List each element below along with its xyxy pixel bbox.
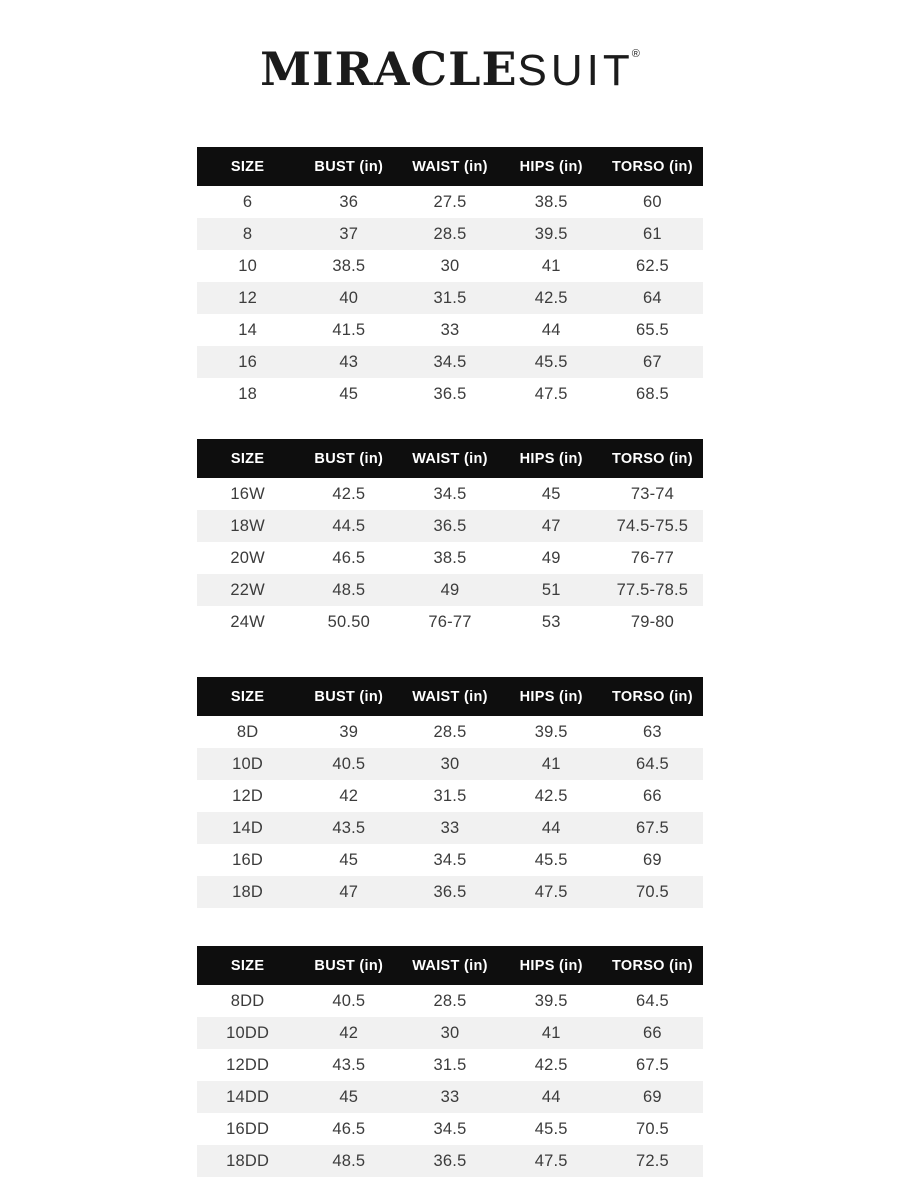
table-cell: 41	[541, 754, 561, 773]
column-header: WAIST (in)	[412, 957, 488, 974]
table-cell: 64.5	[635, 754, 669, 773]
table-cell: 12D	[232, 786, 264, 805]
table-row	[197, 716, 703, 748]
table-cell: 47.5	[534, 1151, 568, 1170]
table-row	[197, 346, 703, 378]
table-cell: 31.5	[433, 786, 467, 805]
table-cell: 16D	[232, 850, 264, 869]
table-row	[197, 478, 703, 510]
table-cell: 77.5-78.5	[616, 580, 689, 599]
table-row	[197, 186, 703, 218]
table-cell: 79-80	[630, 612, 675, 631]
table-cell: 41.5	[332, 320, 366, 339]
table-cell: 73-74	[630, 484, 675, 503]
column-header: TORSO (in)	[611, 957, 693, 974]
table-cell: 33	[440, 818, 460, 837]
column-header: TORSO (in)	[611, 688, 693, 705]
table-cell: 8DD	[230, 991, 265, 1010]
table-cell: 67.5	[635, 818, 669, 837]
table-cell: 48.5	[332, 580, 366, 599]
table-cell: 37	[339, 224, 359, 243]
table-cell: 10	[238, 256, 257, 275]
table-cell: 69	[643, 850, 662, 869]
table-cell: 76-77	[428, 612, 472, 631]
table-cell: 16DD	[226, 1119, 270, 1138]
column-header: BUST (in)	[314, 450, 384, 467]
table-cell: 39.5	[534, 722, 568, 741]
table-cell: 31.5	[433, 1055, 467, 1074]
table-cell: 45	[339, 850, 359, 869]
table-cell: 14	[238, 320, 257, 339]
table-cell: 47	[541, 516, 561, 535]
table-cell: 22W	[230, 580, 265, 599]
table-cell: 49	[541, 548, 561, 567]
table-cell: 16	[238, 352, 257, 371]
brand-logo	[0, 42, 900, 96]
size-table-womens	[197, 439, 703, 638]
table-cell: 31.5	[433, 288, 467, 307]
table-cell: 64	[643, 288, 662, 307]
table-cell: 44	[541, 818, 561, 837]
column-header: TORSO (in)	[611, 158, 693, 175]
table-cell: 42	[339, 786, 359, 805]
table-cell: 67.5	[635, 1055, 669, 1074]
table-cell: 14D	[232, 818, 264, 837]
table-cell: 27.5	[433, 192, 467, 211]
table-cell: 40.5	[332, 991, 366, 1010]
table-row	[197, 378, 703, 410]
table-row	[197, 1049, 703, 1081]
column-header: SIZE	[230, 688, 265, 705]
size-table-misses	[197, 147, 703, 410]
table-row	[197, 844, 703, 876]
table-cell: 42	[339, 1023, 359, 1042]
table-cell: 41	[541, 1023, 561, 1042]
column-header: WAIST (in)	[412, 450, 488, 467]
table-cell: 70.5	[635, 882, 669, 901]
table-cell: 76-77	[630, 548, 675, 567]
table-cell: 40.5	[332, 754, 366, 773]
table-row	[197, 1145, 703, 1177]
table-cell: 30	[440, 754, 460, 773]
table-cell: 42.5	[534, 786, 568, 805]
table-row	[197, 282, 703, 314]
table-cell: 46.5	[332, 548, 366, 567]
table-header-row	[197, 439, 703, 478]
column-header: SIZE	[230, 158, 265, 175]
table-cell: 42.5	[534, 288, 568, 307]
table-cell: 10D	[232, 754, 264, 773]
table-row	[197, 985, 703, 1017]
table-cell: 45	[339, 1087, 359, 1106]
column-header: TORSO (in)	[611, 450, 693, 467]
table-cell: 10DD	[226, 1023, 270, 1042]
table-cell: 62.5	[635, 256, 669, 275]
table-cell: 43	[339, 352, 359, 371]
table-cell: 36.5	[433, 882, 467, 901]
table-cell: 39.5	[534, 991, 568, 1010]
table-cell: 39	[339, 722, 359, 741]
table-cell: 44.5	[332, 516, 366, 535]
table-row	[197, 314, 703, 346]
table-cell: 39.5	[534, 224, 568, 243]
table-cell: 41	[541, 256, 561, 275]
column-header: SIZE	[230, 957, 265, 974]
table-cell: 48.5	[332, 1151, 366, 1170]
table-cell: 36	[339, 192, 359, 211]
table-cell: 66	[643, 1023, 662, 1042]
table-cell: 28.5	[433, 991, 467, 1010]
brand-logo-main: MIRACLE	[260, 42, 518, 96]
table-cell: 70.5	[635, 1119, 669, 1138]
column-header: HIPS (in)	[519, 957, 583, 974]
size-table-dd-cup	[197, 946, 703, 1177]
table-cell: 69	[643, 1087, 662, 1106]
table-cell: 18W	[230, 516, 265, 535]
table-row	[197, 812, 703, 844]
table-cell: 24W	[230, 612, 265, 631]
table-row	[197, 876, 703, 908]
column-header: BUST (in)	[314, 158, 384, 175]
table-cell: 38.5	[332, 256, 366, 275]
table-cell: 63	[643, 722, 662, 741]
table-cell: 65.5	[635, 320, 669, 339]
table-cell: 33	[440, 1087, 460, 1106]
table-cell: 43.5	[332, 818, 366, 837]
table-cell: 12	[238, 288, 257, 307]
table-cell: 34.5	[433, 1119, 467, 1138]
table-header-row	[197, 147, 703, 186]
table-cell: 18	[238, 384, 257, 403]
table-cell: 51	[541, 580, 561, 599]
table-row	[197, 606, 703, 638]
table-cell: 44	[541, 320, 561, 339]
table-cell: 45	[541, 484, 561, 503]
table-cell: 18D	[232, 882, 264, 901]
table-cell: 20W	[230, 548, 265, 567]
table-cell: 36.5	[433, 384, 467, 403]
table-cell: 74.5-75.5	[616, 516, 689, 535]
column-header: BUST (in)	[314, 957, 384, 974]
table-cell: 45.5	[534, 352, 568, 371]
table-cell: 18DD	[226, 1151, 270, 1170]
table-row	[197, 250, 703, 282]
table-cell: 8D	[236, 722, 259, 741]
table-cell: 33	[440, 320, 460, 339]
size-table-d-cup	[197, 677, 703, 908]
table-cell: 38.5	[534, 192, 568, 211]
table-row	[197, 1017, 703, 1049]
table-cell: 8	[242, 224, 253, 243]
table-cell: 72.5	[635, 1151, 669, 1170]
table-cell: 66	[643, 786, 662, 805]
column-header: SIZE	[230, 450, 265, 467]
column-header: HIPS (in)	[519, 450, 583, 467]
table-cell: 49	[440, 580, 460, 599]
column-header: WAIST (in)	[412, 688, 488, 705]
table-cell: 68.5	[635, 384, 669, 403]
table-cell: 42.5	[332, 484, 366, 503]
table-cell: 40	[339, 288, 359, 307]
table-cell: 53	[541, 612, 561, 631]
table-cell: 47.5	[534, 882, 568, 901]
table-row	[197, 1113, 703, 1145]
column-header: BUST (in)	[314, 688, 384, 705]
table-row	[197, 748, 703, 780]
table-cell: 34.5	[433, 850, 467, 869]
table-cell: 38.5	[433, 548, 467, 567]
table-cell: 45	[339, 384, 359, 403]
table-cell: 34.5	[433, 484, 467, 503]
table-cell: 16W	[230, 484, 265, 503]
table-cell: 67	[643, 352, 662, 371]
column-header: HIPS (in)	[519, 158, 583, 175]
column-header: HIPS (in)	[519, 688, 583, 705]
table-cell: 61	[643, 224, 662, 243]
table-cell: 44	[541, 1087, 561, 1106]
table-cell: 6	[242, 192, 253, 211]
table-cell: 47.5	[534, 384, 568, 403]
table-row	[197, 574, 703, 606]
table-cell: 45.5	[534, 850, 568, 869]
table-cell: 36.5	[433, 1151, 467, 1170]
column-header: WAIST (in)	[412, 158, 488, 175]
table-cell: 36.5	[433, 516, 467, 535]
table-cell: 60	[643, 192, 662, 211]
table-row	[197, 510, 703, 542]
table-cell: 30	[440, 1023, 460, 1042]
brand-logo-secondary: SUIT	[517, 46, 634, 95]
table-cell: 14DD	[226, 1087, 270, 1106]
table-header-row	[197, 677, 703, 716]
table-row	[197, 218, 703, 250]
table-cell: 50.50	[327, 612, 370, 631]
table-cell: 46.5	[332, 1119, 366, 1138]
table-cell: 45.5	[534, 1119, 568, 1138]
table-header-row	[197, 946, 703, 985]
table-row	[197, 1081, 703, 1113]
table-cell: 30	[440, 256, 460, 275]
table-row	[197, 542, 703, 574]
table-cell: 64.5	[635, 991, 669, 1010]
table-cell: 34.5	[433, 352, 467, 371]
table-cell: 28.5	[433, 722, 467, 741]
registered-trademark-symbol: ®	[631, 48, 640, 60]
table-cell: 12DD	[226, 1055, 270, 1074]
table-cell: 43.5	[332, 1055, 366, 1074]
table-cell: 47	[339, 882, 359, 901]
table-row	[197, 780, 703, 812]
table-cell: 42.5	[534, 1055, 568, 1074]
table-cell: 28.5	[433, 224, 467, 243]
